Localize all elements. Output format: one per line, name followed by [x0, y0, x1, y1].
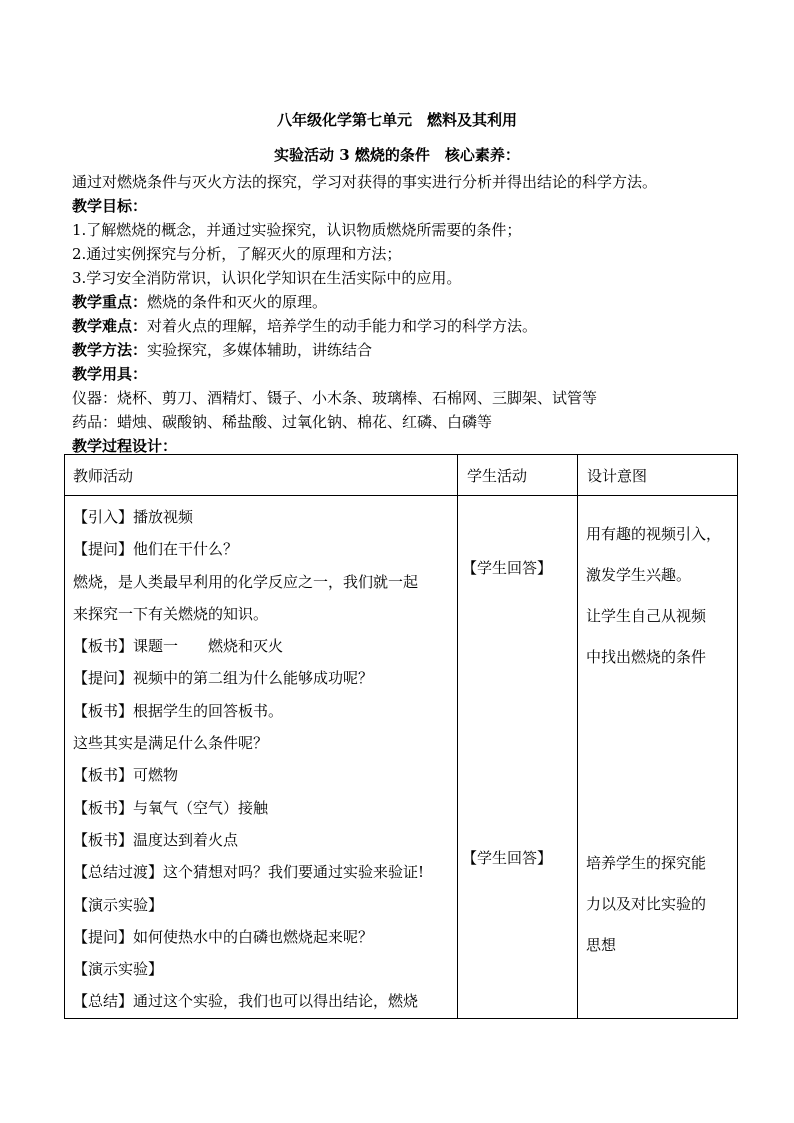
teacher-activity-cell: [65, 496, 458, 1019]
process-heading: 教学过程设计：: [72, 437, 178, 455]
teaching-focus-text: 燃烧的条件和灭火的原理。: [147, 293, 328, 311]
objective-item-1: 1.了解燃烧的概念，并通过实验探究，认识物质燃烧所需要的条件；: [72, 221, 522, 239]
teaching-methods-label: 教学方法：: [72, 341, 148, 359]
teacher-line: 【板书】课题一 燃烧和灭火: [73, 637, 284, 656]
teacher-line: 【总结过渡】这个猜想对吗？我们要通过实验来验证!: [73, 863, 425, 882]
intent-line: 用有趣的视频引入，: [586, 525, 722, 543]
teacher-line: 【板书】与氧气（空气）接触: [73, 798, 269, 817]
header-teacher-activity: 教师活动: [65, 455, 458, 496]
teacher-line: 【板书】温度达到着火点: [73, 830, 239, 849]
teacher-line: 【提问】如何使热水中的白磷也燃烧起来呢？: [73, 927, 374, 946]
student-answer-2: 【学生回答】: [462, 849, 553, 867]
intent-line: 培养学生的探究能: [586, 854, 707, 872]
intent-line: 让学生自己从视频: [586, 607, 707, 625]
teaching-focus: [72, 291, 327, 312]
teacher-line: 【引入】播放视频: [73, 508, 194, 526]
header-student-activity: 学生活动: [458, 455, 578, 496]
teaching-difficulty-text: 对着火点的理解，培养学生的动手能力和学习的科学方法。: [147, 317, 538, 335]
student-answer-1: 【学生回答】: [462, 559, 553, 577]
teaching-methods-text: 实验探究，多媒体辅助，讲练结合: [147, 341, 373, 359]
teacher-line: 燃烧，是人类最早利用的化学反应之一，我们就一起: [73, 572, 419, 591]
teacher-line: 来探究一下有关燃烧的知识。: [73, 604, 269, 623]
teacher-line: 【演示实验】: [73, 960, 164, 979]
teaching-focus-label: 教学重点：: [72, 293, 148, 311]
core-literacy-text: 通过对燃烧条件与灭火方法的探究，学习对获得的事实进行分析并得出结论的科学方法。: [72, 173, 658, 191]
design-intent-cell: [578, 496, 738, 1019]
intent-line: 中找出燃烧的条件: [586, 648, 707, 666]
teacher-line: 【板书】根据学生的回答板书。: [73, 701, 284, 720]
reagents-list: 药品：蜡烛、碳酸钠、稀盐酸、过氧化钠、棉花、红磷、白磷等: [72, 413, 493, 431]
intent-block-2: [586, 843, 706, 966]
tools-heading: 教学用具：: [72, 365, 148, 383]
objective-item-2: 2.通过实例探究与分析，了解灭火的原理和方法；: [72, 245, 402, 263]
document-title: 八年级化学第七单元 燃料及其利用: [276, 111, 517, 129]
teaching-difficulty: [72, 315, 537, 336]
intent-line: 激发学生兴趣。: [586, 566, 692, 584]
teacher-line: 这些其实是满足什么条件呢？: [73, 734, 269, 753]
teacher-line: 【板书】可燃物: [73, 766, 179, 785]
document-subtitle: 实验活动 3 燃烧的条件 核心素养：: [274, 146, 520, 164]
teacher-line: 【演示实验】: [73, 895, 164, 914]
teacher-line: 【提问】视频中的第二组为什么能够成功呢？: [73, 669, 374, 688]
objectives-heading: 教学目标：: [72, 197, 148, 215]
teaching-methods: [72, 339, 372, 360]
table-header-row: [65, 455, 738, 496]
intent-block-1: [586, 514, 721, 678]
intent-line: 思想: [586, 936, 617, 954]
teacher-line: 【总结】通过这个实验，我们也可以得出结论，燃烧: [73, 992, 419, 1011]
header-design-intent: 设计意图: [578, 455, 738, 496]
objective-item-3: 3.学习安全消防常识，认识化学知识在生活实际中的应用。: [72, 269, 462, 287]
table-row: [65, 496, 738, 1019]
teacher-line: 【提问】他们在干什么？: [73, 540, 239, 559]
teaching-process-table: [64, 454, 738, 1019]
intent-line: 力以及对比实验的: [586, 895, 707, 913]
student-activity-cell: [458, 496, 578, 1019]
instruments-list: 仪器：烧杯、剪刀、酒精灯、镊子、小木条、玻璃棒、石棉网、三脚架、试管等: [72, 389, 598, 407]
teaching-difficulty-label: 教学难点：: [72, 317, 148, 335]
